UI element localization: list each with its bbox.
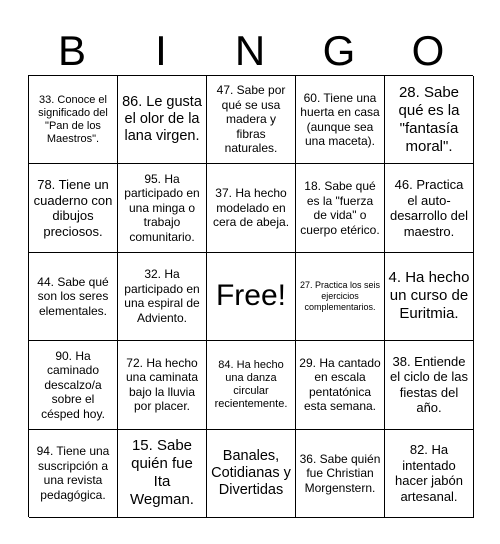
cell-text: 47. Sabe por qué se usa madera y fibras naturales. — [216, 83, 286, 156]
bingo-cell[interactable] — [385, 341, 474, 429]
bingo-cell[interactable] — [296, 430, 385, 518]
bingo-cell[interactable] — [207, 341, 296, 429]
title-letter-n: N — [234, 27, 267, 74]
cell-text: 94. Tiene una suscripción a una revista pedagógica. — [36, 444, 110, 502]
bingo-cell[interactable] — [118, 76, 207, 164]
cell-text: 95. Ha participado en una minga o trabajo comunitario. — [124, 171, 200, 244]
bingo-cell[interactable] — [207, 76, 296, 164]
bingo-cell[interactable] — [296, 341, 385, 429]
cell-text: 28. Sabe qué es la "fantasía moral". — [398, 83, 460, 155]
bingo-cell[interactable] — [296, 164, 385, 252]
cell-text: 38. Entiende el ciclo de las fiestas del año. — [389, 353, 469, 416]
title-letter-g: G — [322, 27, 357, 74]
cell-text: 37. Ha hecho modelado en cera de abeja. — [212, 186, 290, 230]
bingo-cell[interactable] — [29, 341, 118, 429]
bingo-cell[interactable] — [29, 164, 118, 252]
bingo-cell[interactable] — [296, 253, 385, 341]
bingo-cell[interactable] — [118, 253, 207, 341]
cell-text: Banales, Cotidianas y Divertidas — [211, 447, 291, 498]
cell-text: 82. Ha intentado hacer jabón artesanal. — [395, 442, 463, 504]
bingo-cell[interactable] — [207, 430, 296, 518]
bingo-cell[interactable] — [385, 253, 474, 341]
bingo-cell[interactable] — [29, 253, 118, 341]
cell-text: 84. Ha hecho una danza circular recientemente. — [214, 358, 288, 410]
free-text: Free! — [215, 279, 287, 313]
cell-text: 29. Ha cantado en escala pentatónica esta semana. — [299, 355, 381, 414]
cell-text: 72. Ha hecho una caminata bajo la lluvia por placer. — [125, 355, 199, 414]
bingo-cell[interactable] — [29, 430, 118, 518]
title-letter-o: O — [411, 27, 446, 74]
bingo-cell[interactable] — [207, 164, 296, 252]
bingo-cell[interactable] — [118, 430, 207, 518]
cell-text: 60. Tiene una huerta en casa (aunque sea una maceta). — [300, 90, 380, 149]
cell-text: 46. Practica el auto-desarrollo del maestro. — [389, 177, 469, 239]
cell-text: 18. Sabe qué es la "fuerza de vida" o cuerpo etérico. — [300, 179, 380, 237]
cell-text: 36. Sabe quién fue Christian Morgenstern. — [299, 451, 381, 495]
cell-text: 4. Ha hecho un curso de Euritmia. — [388, 269, 470, 323]
cell-text: 44. Sabe qué son los seres elementales. — [37, 274, 109, 318]
cell-text: 86. Le gusta el olor de la lana virgen. — [122, 94, 202, 145]
cell-text: 90. Ha caminado descalzo/a sobre el césped hoy. — [41, 348, 105, 421]
bingo-cell[interactable] — [118, 164, 207, 252]
bingo-cell[interactable] — [385, 76, 474, 164]
cell-text: 78. Tiene un cuaderno con dibujos preciosos. — [33, 177, 113, 239]
bingo-cell[interactable] — [29, 76, 118, 164]
cell-text: 33. Conoce el significado del "Pan de los Maestros". — [38, 93, 108, 145]
free-cell[interactable] — [207, 253, 296, 341]
bingo-cell[interactable] — [385, 430, 474, 518]
bingo-cell[interactable] — [118, 341, 207, 429]
cell-text: 32. Ha participado en una espiral de Adviento. — [124, 267, 200, 325]
cell-text: 15. Sabe quién fue Ita Wegman. — [130, 437, 194, 509]
bingo-title — [28, 28, 473, 74]
title-letter-b: B — [57, 27, 87, 74]
title-letter-i: I — [155, 27, 168, 74]
cell-text: 27. Practica los seis ejercicios complementarios. — [299, 279, 381, 312]
bingo-cell[interactable] — [385, 164, 474, 252]
bingo-cell[interactable] — [296, 76, 385, 164]
bingo-grid — [28, 75, 473, 517]
